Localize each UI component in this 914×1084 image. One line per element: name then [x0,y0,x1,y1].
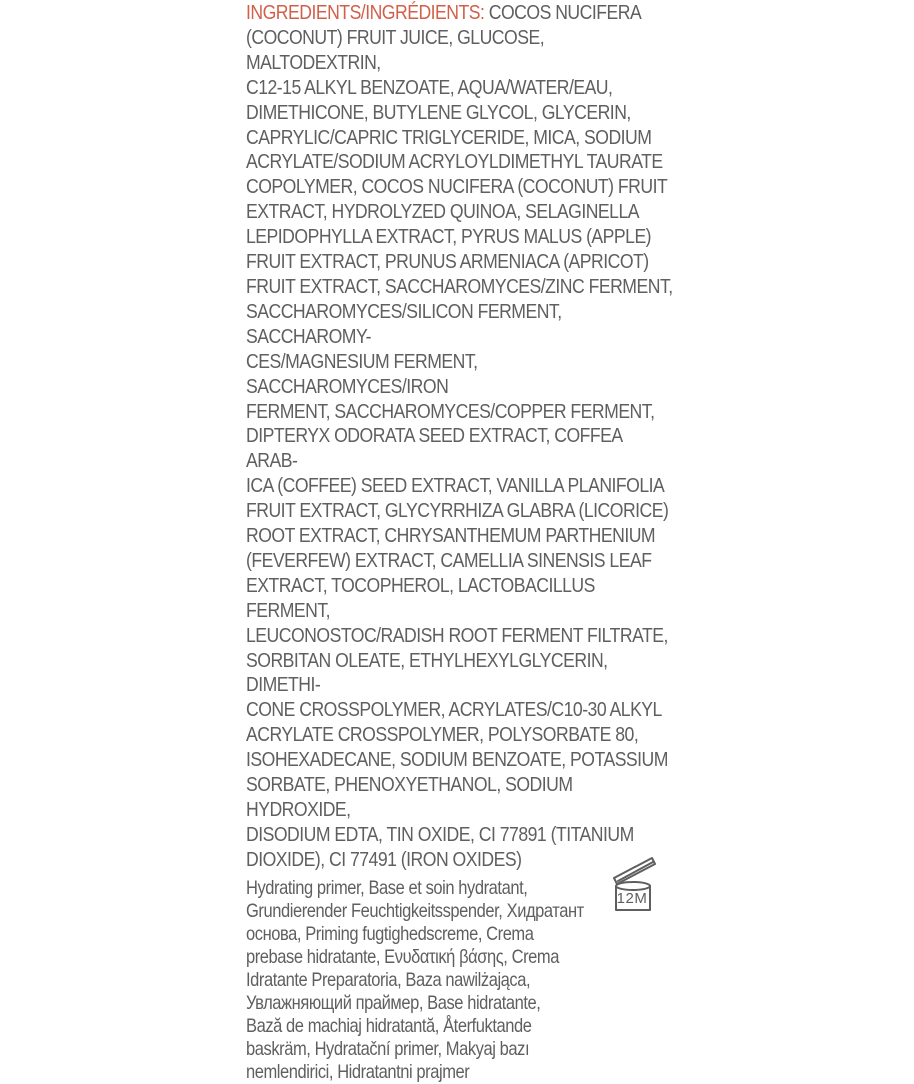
ingredients-list [246,0,676,873]
ingredients-heading: INGREDIENTS/INGRÉDIENTS: [246,1,485,24]
ingredients-text: COCOS NUCIFERA (COCONUT) FRUIT JUICE, GLUCOSE, MALTODEXTRIN, C12-15 ALKYL BENZOATE, AQUA/WATER/EAU, DIMETHICONE, BUTYLENE GLYCOL, GLYCERIN, CAPRYLIC/CAPRIC TRIGLYCERIDE, MICA, SODIUM ACRYLATE/SODIUM ACRYLOYLDIMETHYL TAURATE COPOLYMER, COCOS NUCIFERA (COCONUT) FRUIT EXTRACT, HYDROLYZED QUINOA, SELAGINELLA LEPIDOPHYLLA EXTRACT, PYRUS MALUS (APPLE) FRUIT EXTRACT, PRUNUS ARMENIACA (APRICOT) FRUIT EXTRACT, SACCHAROMYCES/ZINC FERMENT, SACCHAROMYCES/SILICON FERMENT, SACCHAROMY- CES/MAGNESIUM FERMENT, SACCHAROMYCES/IRON FERMENT, SACCHAROMYCES/COPPER FERMENT, DIPTERYX ODORATA SEED EXTRACT, COFFEA ARAB- ICA (COFFEE) SEED EXTRACT, VANILLA PLANIFOLIA FRUIT EXTRACT, GLYCYRRHIZA GLABRA (LICORICE) ROOT EXTRACT, CHRYSANTHEMUM PARTHENIUM (FEVERFEW) EXTRACT, CAMELLIA SINENSIS LEAF EXTRACT, TOCOPHEROL, LACTOBACILLUS FERMENT, LEUCONOSTOC/RADISH ROOT FERMENT FILTRATE, SORBITAN OLEATE, ETHYLHEXYLGLYCERIN, DIMETHI- CONE CROSSPOLYMER, ACRYLATES/C10-30 ALKYL ACRYLATE CROSSPOLYMER, POLYSORBATE 80, ISOHEXADECANE, SODIUM BENZOATE, POTASSIUM SORBATE, PHENOXYETHANOL, SODIUM HYDROXIDE, DISODIUM EDTA, TIN OXIDE, CI 77891 (TITANIUM DIOXIDE), CI 77491 (IRON OXIDES) [246,1,673,871]
ingredient-label [246,0,676,1084]
pao-symbol [608,856,666,912]
product-names-multilingual: Hydrating primer, Base et soin hydratant, Grundierender Feuchtigkeitsspender, Хидратант основа, Priming fugtighedscreme, Crema prebase hidratante, Ενυδατική βάσης, Crema Idratante Preparatoria, Baza nawilżająca, Увлажняющий праймер, Base hidratante, Bază de machiaj hidratantă, Återfuktande baskräm, Hydratační primer, Makyaj bazı nemlendirici, Hidratantni prajmer [246,877,584,1083]
pao-label: 12M [616,890,648,907]
